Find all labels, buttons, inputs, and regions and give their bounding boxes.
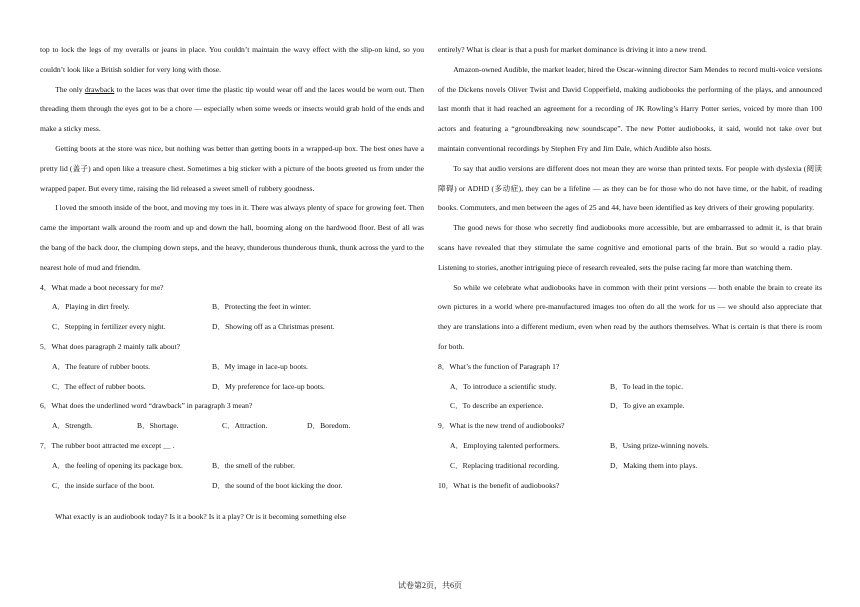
left-column — [40, 40, 424, 527]
option-c[interactable]: C．Attraction. — [222, 421, 268, 431]
options-row — [52, 476, 424, 496]
option-d[interactable]: D．My preference for lace-up boots. — [212, 381, 325, 391]
question-10: 10．What is the benefit of audiobooks? — [438, 480, 560, 490]
paragraph: What exactly is an audiobook today? Is it a book? Is it a play? Or is it becoming something else — [55, 512, 346, 522]
option-d[interactable]: D．Showing off as a Christmas present. — [212, 322, 335, 332]
option-a[interactable]: A．Strength. — [52, 421, 93, 431]
option-a[interactable]: A．Employing talented performers. — [450, 440, 560, 450]
option-a[interactable]: A．The feature of rubber boots. — [52, 361, 151, 371]
question-4: 4．What made a boot necessary for me? — [40, 282, 164, 292]
option-b[interactable]: B．My image in lace-up boots. — [212, 361, 308, 371]
paragraph: The good news for those who secretly find audiobooks more accessible, but are embarrassed to admit it, is that brain scans have revealed that they stimulate the same cognitive and emotional parts of the brain. But so would a radio play. Listening to stories, another intriguing piece of research revealed, sets the pulse racing far more than watching them. — [438, 223, 822, 272]
question-9: 9．What is the new trend of audiobooks? — [438, 421, 565, 431]
option-c[interactable]: C．Replacing traditional recording. — [450, 460, 560, 470]
option-b[interactable]: B．To lead in the topic. — [610, 381, 684, 391]
options-row — [52, 416, 424, 436]
options-row — [450, 436, 822, 456]
option-d[interactable]: D．Making them into plays. — [610, 460, 698, 470]
question-5: 5．What does paragraph 2 mainly talk about? — [40, 341, 181, 351]
text-run: The only — [55, 84, 85, 94]
right-column — [438, 40, 822, 495]
option-d[interactable]: D．To give an example. — [610, 401, 685, 411]
spacer — [40, 495, 424, 507]
option-b[interactable]: B．Protecting the feet in winter. — [212, 302, 311, 312]
option-d[interactable]: D．the sound of the boot kicking the door. — [212, 480, 343, 490]
options-row — [450, 456, 822, 476]
option-b[interactable]: B．Using prize-winning novels. — [610, 440, 709, 450]
question-6: 6．What does the underlined word “drawback” in paragraph 3 mean? — [40, 401, 253, 411]
option-a[interactable]: A．the feeling of opening its package box. — [52, 460, 183, 470]
question-8: 8．What’s the function of Paragraph 1? — [438, 361, 560, 371]
options-row — [52, 456, 424, 476]
paragraph-drawback — [40, 80, 424, 139]
options-row — [450, 396, 822, 416]
text-run: to the laces was that over time the plastic tip would wear off and the laces would be worn out. Then threading them through the eyes got to be a chore — especially when some weeds or insects would grab hold of the ends and make a sticky mess. — [40, 84, 424, 134]
options-row — [52, 317, 424, 337]
option-b[interactable]: B．the smell of the rubber. — [212, 460, 295, 470]
option-c[interactable]: C．the inside surface of the boot. — [52, 480, 155, 490]
option-a[interactable]: A．To introduce a scientific study. — [450, 381, 557, 391]
paragraph: So while we celebrate what audiobooks have in common with their print versions — both enable the brain to create its own pictures in a world where pre-manufactured images too often do all the work for us — we should also appreciate that they are translations into a different medium, even when read by the authors themselves. What is certain is that there is room for both. — [438, 282, 822, 351]
option-d[interactable]: D．Boredom. — [307, 421, 351, 431]
option-c[interactable]: C．To describe an experience. — [450, 401, 544, 411]
option-a[interactable]: A．Playing in dirt freely. — [52, 302, 130, 312]
paragraph: I loved the smooth inside of the boot, and moving my toes in it. There was always plenty of space for growing feet. Then came the important walk around the room and up and down the hall, booming along on the hardwood floor. Best of all was the bang of the back door, the clumping down steps, and the heavy, thunderous thunderous thunk, thunk across the yard to the nearest hole of mud and friendm. — [40, 203, 424, 272]
options-row — [52, 377, 424, 397]
options-row — [450, 377, 822, 397]
underlined-word: drawback — [84, 84, 115, 94]
paragraph: entirely? What is clear is that a push for market dominance is driving it into a new trend. — [438, 45, 707, 54]
question-7: 7．The rubber boot attracted me except ＿ . — [40, 440, 175, 450]
options-row — [52, 297, 424, 317]
option-b[interactable]: B．Shortage. — [137, 421, 179, 431]
paragraph: Getting boots at the store was nice, but nothing was better than getting boots in a wrapped-up box. The best ones have a pretty lid (盖子) and open like a treasure chest. Sometimes a big sticker with a picture of the boots greeted us from under the wrapped paper. But every time, raising the lid released a sweet smell of rubbery goodness. — [40, 143, 424, 193]
paragraph: top to lock the legs of my overalls or jeans in place. You couldn’t maintain the wavy effect with the slip-on kind, so you couldn’t look like a British soldier for very long with those. — [40, 45, 424, 74]
option-c[interactable]: C．Stepping in fertilizer every night. — [52, 322, 166, 332]
page-footer: 试卷第2页，共6页 — [398, 581, 462, 590]
paragraph: To say that audio versions are different does not mean they are worse than printed texts. For people with dyslexia (阅读障碍) or ADHD (多动症), they can be a lifeline — as they can be for those who do not have time, or the habit, of reading books. Commuters, and men between the ages of 25 and 44, have been identified as key drivers of their growing popularity. — [438, 163, 822, 213]
paragraph: Amazon-owned Audible, the market leader, hired the Oscar-winning director Sam Mendes to record multi-voice versions of the Dickens novels Oliver Twist and David Copperfield, making audiobooks the performing of the plays, and announced last month that it had reached an agreement for a recording of JK Rowling’s Harry Potter series, voiced by more than 100 actors and featuring a “groundbreaking new soundscape”. The new Potter audiobooks, it said, would not take over but maintain conventional recordings by Stephen Fry and Jim Dale, which Audible also hosts. — [438, 64, 822, 153]
options-row — [52, 357, 424, 377]
option-c[interactable]: C．The effect of rubber boots. — [52, 381, 146, 391]
